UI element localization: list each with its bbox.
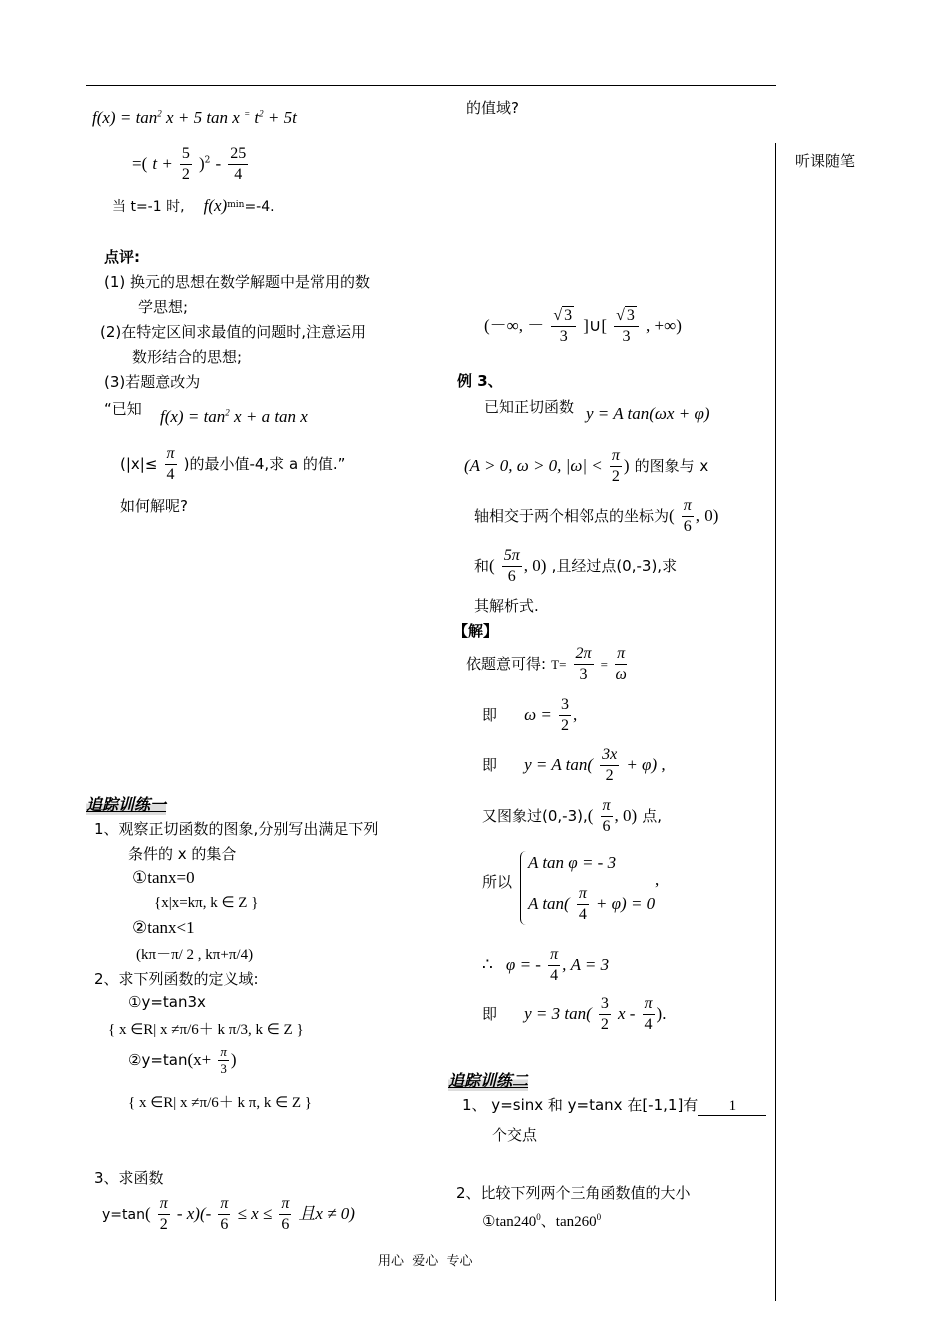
t2-question-1-cont: 个交点 bbox=[492, 1126, 538, 1144]
page-footer: 用心 爱心 专心 bbox=[378, 1254, 473, 1269]
solution-label: 【解】 bbox=[453, 622, 499, 640]
t2-question-1: 1、 y=sinx 和 y=tanx 在[-1,1]有 1 bbox=[462, 1094, 766, 1116]
t1-q2-item-1-answer: { x ∈R| x ≠π/6＋ k π/3, k ∈ Z } bbox=[108, 1022, 304, 1038]
solution-step-5-label: 所以 bbox=[482, 873, 513, 891]
example-3-label: 例 3、 bbox=[457, 372, 503, 390]
t1-question-3: 3、求函数 bbox=[94, 1169, 164, 1187]
example-3-zero-2: 和( $\frac{5\pi}{6}$ , 0) ,且经过点(0,-3),求 bbox=[474, 547, 678, 585]
solution-step-1: 依题意可得: T= $\frac{2\pi}{3}$ = $\frac{\pi}{\omega}$ bbox=[466, 645, 627, 683]
comment-1: (1) 换元的思想在数学解题中是常用的数 bbox=[104, 273, 371, 291]
t1-q2-item-2: ②y=tan(x+ $\frac{\pi}{3}$ ) bbox=[128, 1044, 237, 1076]
formula-completed-square: =( t + $\frac{5}{2}$ )$^2$ - $\frac{25}{4}$ bbox=[132, 145, 247, 183]
comment-3: (3)若题意改为 bbox=[104, 373, 201, 391]
t1-q2-item-2-answer: { x ∈R| x ≠π/6＋ k π, k ∈ Z } bbox=[128, 1095, 312, 1111]
margin-rule bbox=[775, 143, 776, 1301]
variant-question-condition: (|x|≤ $\frac{\pi}{4}$ )的最小值-4,求 a 的值.” bbox=[120, 445, 346, 483]
track-two-title: 追踪训练二 bbox=[448, 1068, 528, 1091]
solution-system-row-1: A tan φ = - 3 bbox=[528, 853, 617, 872]
t1-question-1: 1、观察正切函数的图象,分别写出满足下列 bbox=[94, 820, 379, 838]
comment-label: 点评: bbox=[104, 248, 140, 266]
formula-f-expansion: $f(x) = \tan^2 x + 5$ tan x = $t^2 + 5t$ bbox=[92, 108, 297, 127]
solution-step-2: 即 ω = $\frac{3}{2}$ , bbox=[482, 696, 578, 734]
t2-question-2-item-1: $①\tan 240^0$、$\tan 260^0$ bbox=[482, 1212, 602, 1230]
t1-case-2-answer: (kπ－π/ 2 , kπ+π/4) bbox=[136, 947, 254, 963]
variant-question-formula: $f(x) = \tan^2 x + a$ tan x bbox=[160, 407, 308, 426]
example-3-intro: 已知正切函数 bbox=[484, 398, 575, 416]
example-3-function: y = A tan(ωx + φ) bbox=[586, 404, 710, 423]
comment-1-cont: 学思想; bbox=[138, 298, 189, 316]
solution-system-row-2: A tan( $\frac{\pi}{4}$ + φ) = 0 bbox=[528, 885, 656, 923]
example-3-ask: 其解析式. bbox=[474, 597, 539, 615]
variant-question-how: 如何解呢? bbox=[120, 497, 188, 515]
t1-question-2: 2、求下列函数的定义域: bbox=[94, 970, 259, 988]
example-3-zeros: 轴相交于两个相邻点的坐标为( $\frac{\pi}{6}$ , 0) bbox=[474, 497, 719, 535]
t1-case-1: ①tanx=0 bbox=[132, 868, 195, 887]
comment-2-cont: 数形结合的思想; bbox=[132, 348, 243, 366]
track-one-title: 追踪训练一 bbox=[86, 792, 166, 815]
t1-q2-item-1: ①y=tan3x bbox=[128, 993, 206, 1011]
margin-note: 听课随笔 bbox=[795, 152, 856, 170]
solution-system-brace bbox=[520, 851, 527, 925]
header-rule bbox=[86, 85, 776, 86]
example-3-conditions: (A > 0, ω > 0, |ω| < $\frac{\pi}{2}$ ) 的图象与 x bbox=[464, 447, 709, 485]
t1-case-1-answer: {x|x=kπ, k ∈ Z } bbox=[154, 895, 259, 911]
solution-step-4: 又图象过(0,-3),( $\frac{\pi}{6}$ , 0) 点, bbox=[482, 797, 663, 835]
variant-question-open: “已知 bbox=[104, 400, 142, 418]
t1-case-2: ②tanx<1 bbox=[132, 918, 195, 937]
range-answer: (－∞, － $\frac{√ 3}{3}$ ]∪[ $\frac{√ 3}{3}$ , +∞) bbox=[484, 307, 682, 345]
range-question: 的值域? bbox=[466, 99, 519, 117]
solution-system-tail: , bbox=[655, 870, 660, 889]
min-value-line: 当 t=-1 时, $f(x)^{min}=-4$. bbox=[112, 196, 275, 215]
t2-question-2: 2、比较下列两个三角函数值的大小 bbox=[456, 1184, 691, 1202]
comment-2: (2)在特定区间求最值的问题时,注意运用 bbox=[100, 323, 367, 341]
t1-q3-function: y=tan( $\frac{\pi}{2}$ - x)(- $\frac{\pi}{6}$ ≤ x ≤ $\frac{\pi}{6}$ 且x ≠ 0) bbox=[102, 1195, 355, 1233]
t1-question-1-cont: 条件的 x 的集合 bbox=[128, 845, 237, 863]
solution-step-3: 即 y = A tan( $\frac{3x}{2}$ + φ) , bbox=[482, 746, 666, 784]
solution-step-6: ∴ φ = - $\frac{\pi}{4}$ , A = 3 bbox=[482, 946, 610, 984]
solution-step-7: 即 y = 3 tan( $\frac{3}{2}$ x - $\frac{\pi}{4}$ ). bbox=[482, 995, 667, 1033]
